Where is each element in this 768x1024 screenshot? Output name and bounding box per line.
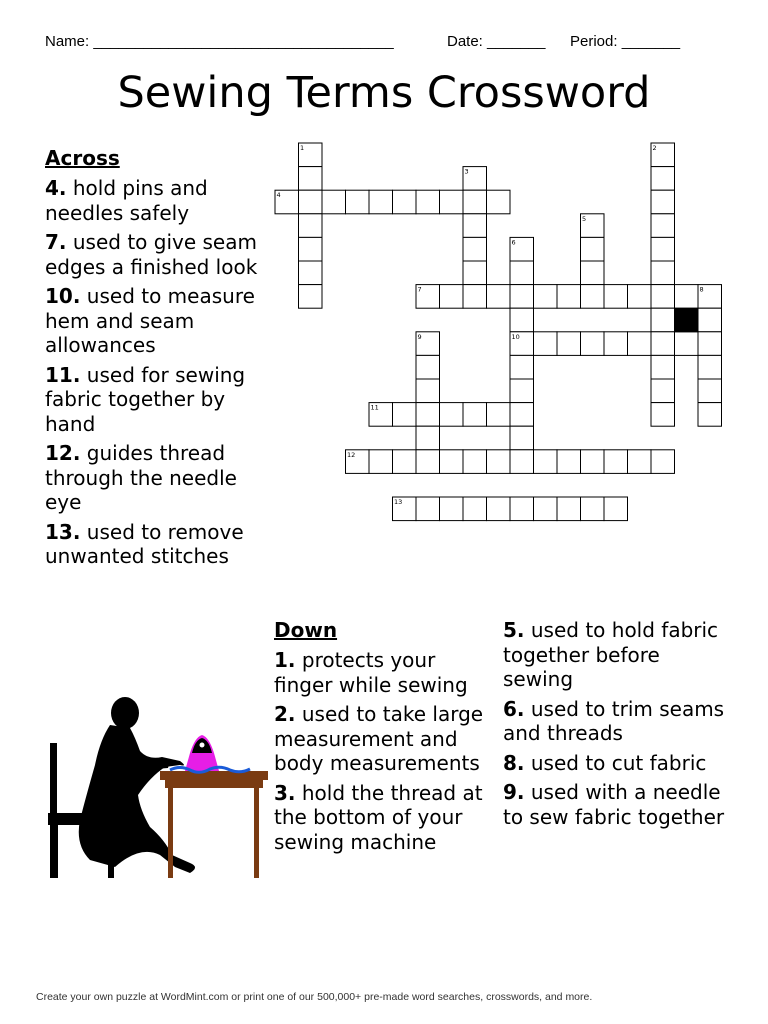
- period-field-label[interactable]: Period: _______: [570, 33, 681, 50]
- crossword-cell[interactable]: [510, 355, 534, 379]
- crossword-cell[interactable]: [416, 426, 440, 450]
- crossword-cell[interactable]: [510, 450, 534, 474]
- crossword-cell[interactable]: [346, 190, 370, 214]
- across-heading: Across: [45, 146, 120, 170]
- crossword-cell[interactable]: [604, 450, 628, 474]
- crossword-cell[interactable]: [651, 450, 675, 474]
- crossword-cell[interactable]: [698, 308, 722, 332]
- clue-down-1: [274, 648, 489, 697]
- clue-text: used to take large measurement and body measurements: [274, 702, 484, 775]
- cell-number-5: 5: [582, 214, 587, 223]
- clue-number: 11.: [45, 362, 81, 387]
- crossword-cell[interactable]: [440, 450, 464, 474]
- crossword-cell[interactable]: [581, 450, 605, 474]
- clue-number: 1.: [274, 648, 296, 672]
- cell-number-12: 12: [347, 450, 356, 459]
- crossword-cell[interactable]: [463, 450, 487, 474]
- sewing-woman-illustration: [40, 695, 270, 880]
- crossword-cell[interactable]: [487, 285, 511, 309]
- crossword-cell[interactable]: [698, 332, 722, 356]
- crossword-cell[interactable]: [557, 285, 581, 309]
- crossword-cell[interactable]: [440, 285, 464, 309]
- crossword-cell[interactable]: [534, 497, 558, 521]
- crossword-cell[interactable]: [463, 237, 487, 261]
- crossword-cell[interactable]: [581, 237, 605, 261]
- crossword-cell[interactable]: [651, 285, 675, 309]
- clue-text: used to cut fabric: [524, 750, 707, 775]
- clue-number: 12.: [45, 441, 81, 465]
- crossword-cell[interactable]: [510, 261, 534, 285]
- crossword-cell[interactable]: [416, 497, 440, 521]
- crossword-cell[interactable]: [628, 285, 652, 309]
- crossword-cell[interactable]: [463, 190, 487, 214]
- clue-number: 8.: [503, 750, 525, 775]
- cell-number-6: 6: [511, 238, 516, 247]
- crossword-cell[interactable]: [487, 450, 511, 474]
- clue-text: protects your finger while sewing: [274, 648, 468, 697]
- clue-down-9: [503, 780, 728, 829]
- crossword-cell[interactable]: [581, 285, 605, 309]
- clue-text: used for sewing fabric together by hand: [45, 362, 246, 436]
- clue-down-5: [503, 618, 728, 692]
- sewing-machine: [170, 735, 250, 772]
- crossword-cell[interactable]: [651, 355, 675, 379]
- crossword-cell[interactable]: [416, 403, 440, 427]
- clue-text: used to measure hem and seam allowances: [45, 284, 255, 357]
- crossword-cell[interactable]: [393, 450, 417, 474]
- cell-number-7: 7: [417, 285, 422, 294]
- crossword-cell[interactable]: [604, 332, 628, 356]
- down-clue-list-left: [274, 648, 489, 859]
- crossword-cell[interactable]: [651, 214, 675, 238]
- cell-number-13: 13: [394, 498, 403, 506]
- crossword-cell[interactable]: [416, 379, 440, 403]
- crossword-cell[interactable]: [299, 167, 323, 191]
- crossword-cell[interactable]: [698, 403, 722, 427]
- crossword-cell[interactable]: [393, 403, 417, 427]
- cell-number-2: 2: [652, 144, 657, 152]
- cell-number-11: 11: [370, 403, 379, 412]
- down-clue-list-right: [503, 618, 728, 834]
- page-title: Sewing Terms Crossword: [117, 68, 651, 118]
- crossword-cell[interactable]: [416, 450, 440, 474]
- crossword-cell[interactable]: [463, 285, 487, 309]
- crossword-cell[interactable]: [651, 261, 675, 285]
- clue-down-8: [503, 751, 728, 776]
- crossword-cell[interactable]: [510, 308, 534, 332]
- clue-down-3: [274, 781, 489, 855]
- clue-number: 4.: [45, 176, 67, 200]
- crossword-cell[interactable]: [534, 285, 558, 309]
- cell-number-1: 1: [300, 144, 305, 152]
- clue-down-6: [503, 697, 728, 746]
- clue-text: used with a needle to sew fabric together: [503, 780, 725, 829]
- crossword-cell[interactable]: [463, 261, 487, 285]
- crossword-cell[interactable]: [557, 332, 581, 356]
- crossword-cell[interactable]: [299, 214, 323, 238]
- crossword-cell[interactable]: [510, 285, 534, 309]
- crossword-cell[interactable]: [510, 379, 534, 403]
- cell-number-10: 10: [511, 332, 520, 341]
- crossword-cell[interactable]: [675, 332, 699, 356]
- crossword-cell[interactable]: [440, 497, 464, 521]
- crossword-cell[interactable]: [581, 497, 605, 521]
- clue-number: 6.: [503, 696, 525, 721]
- crossword-cell[interactable]: [698, 355, 722, 379]
- crossword-cell[interactable]: [299, 261, 323, 285]
- crossword-cell[interactable]: [604, 285, 628, 309]
- clue-number: 13.: [45, 519, 81, 544]
- crossword-cell[interactable]: [463, 214, 487, 238]
- clue-number: 3.: [274, 780, 296, 805]
- cell-number-4: 4: [276, 191, 281, 200]
- clue-text: used to remove unwanted stitches: [45, 519, 244, 568]
- clue-number: 9.: [503, 780, 525, 804]
- crossword-cell[interactable]: [675, 285, 699, 309]
- cell-number-3: 3: [464, 167, 469, 176]
- crossword-cell[interactable]: [534, 450, 558, 474]
- crossword-cell[interactable]: [440, 190, 464, 214]
- footer-credit: Create your own puzzle at WordMint.com or print one of our 500,000+ pre-made word searches, crosswords, and more.: [36, 991, 593, 1003]
- crossword-cell[interactable]: [604, 497, 628, 521]
- crossword-cell[interactable]: [416, 190, 440, 214]
- date-field-label[interactable]: Date: _______: [447, 33, 546, 50]
- clue-number: 7.: [45, 230, 67, 254]
- crossword-cell[interactable]: [510, 426, 534, 450]
- crossword-cell[interactable]: [651, 167, 675, 191]
- clue-number: 5.: [503, 618, 525, 642]
- crossword-cell[interactable]: [487, 497, 511, 521]
- clue-text: used to hold fabric together before sewing: [503, 618, 719, 691]
- crossword-cell[interactable]: [393, 190, 417, 214]
- clue-text: hold pins and needles safely: [45, 176, 208, 225]
- crossword-cell[interactable]: [698, 379, 722, 403]
- crossword-cell[interactable]: [299, 237, 323, 261]
- crossword-black-cell: [675, 308, 699, 332]
- crossword-cell[interactable]: [322, 190, 346, 214]
- crossword-cell[interactable]: [651, 332, 675, 356]
- crossword-cell[interactable]: [487, 403, 511, 427]
- clue-down-2: [274, 702, 489, 776]
- down-heading: Down: [274, 618, 338, 642]
- crossword-cell[interactable]: [651, 190, 675, 214]
- crossword-cell[interactable]: [651, 308, 675, 332]
- crossword-cell[interactable]: [510, 403, 534, 427]
- clue-number: 10.: [45, 284, 81, 308]
- crossword-cell[interactable]: [557, 497, 581, 521]
- crossword-cell[interactable]: [369, 450, 393, 474]
- crossword-cell[interactable]: [581, 261, 605, 285]
- crossword-cell[interactable]: [651, 403, 675, 427]
- crossword-cell[interactable]: [534, 332, 558, 356]
- name-field-label[interactable]: Name: ____________________________________: [45, 33, 394, 50]
- clue-text: hold the thread at the bottom of your sewing machine: [274, 780, 483, 854]
- crossword-cell[interactable]: [463, 497, 487, 521]
- crossword-cell[interactable]: [369, 190, 393, 214]
- crossword-cell[interactable]: [299, 285, 323, 309]
- crossword-cell[interactable]: [651, 237, 675, 261]
- cell-number-8: 8: [699, 285, 704, 294]
- crossword-cell[interactable]: [628, 450, 652, 474]
- crossword-cell[interactable]: [299, 190, 323, 214]
- crossword-cell[interactable]: [463, 403, 487, 427]
- clue-text: used to trim seams and threads: [503, 696, 725, 745]
- crossword-cell[interactable]: [628, 332, 652, 356]
- clue-number: 2.: [274, 702, 296, 726]
- clue-text: used to give seam edges a finished look: [45, 230, 258, 279]
- crossword-cell[interactable]: [651, 379, 675, 403]
- crossword-cell[interactable]: [487, 190, 511, 214]
- cell-number-9: 9: [417, 332, 422, 341]
- clue-text: guides thread through the needle eye: [45, 441, 237, 514]
- crossword-cell[interactable]: [510, 497, 534, 521]
- crossword-cell[interactable]: [416, 355, 440, 379]
- crossword-cell[interactable]: [581, 332, 605, 356]
- crossword-cell[interactable]: [557, 450, 581, 474]
- crossword-cell[interactable]: [440, 403, 464, 427]
